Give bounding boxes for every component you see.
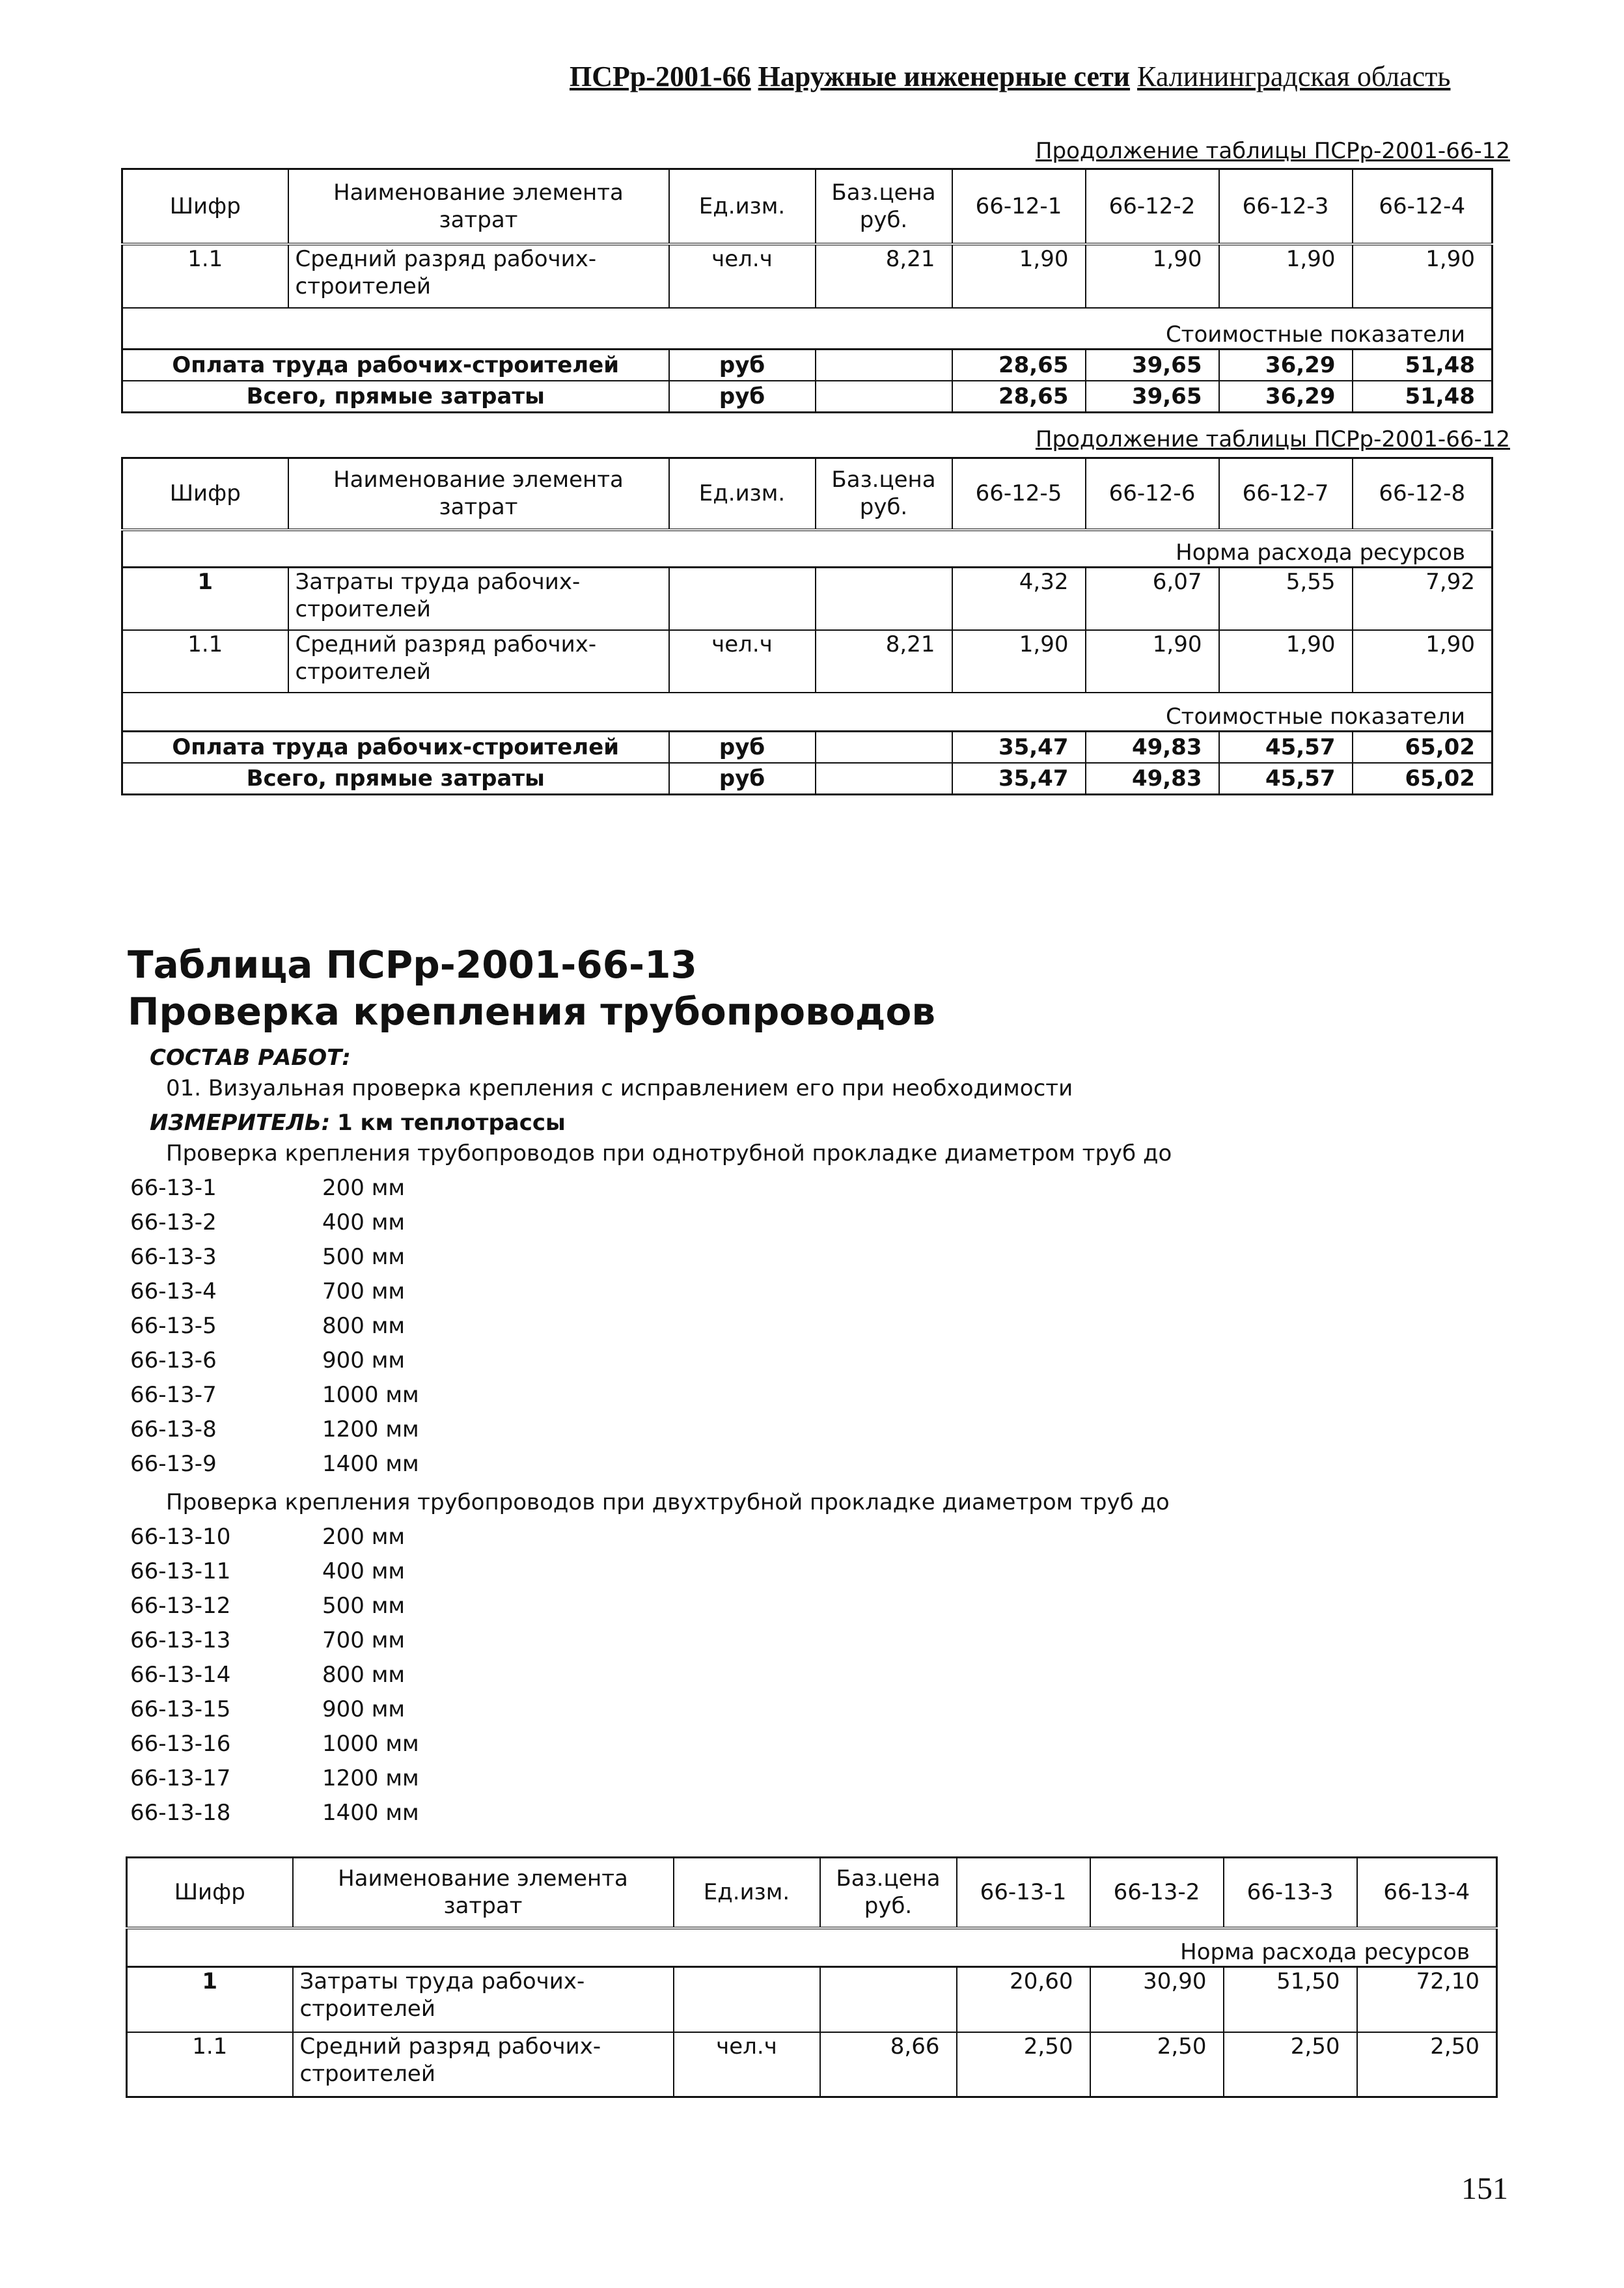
header-doc-code: ПСРр-2001-66 [570,61,751,92]
meter-line [150,1110,566,1136]
list-item-size: 800 мм [322,1313,406,1339]
list-item-code: 66-13-1 [130,1175,217,1201]
list-item-size: 1000 мм [322,1382,419,1408]
cell-price [820,1967,957,2032]
works-item: 01. Визуальная проверка крепления с исправлением его при необходимости [166,1075,1073,1101]
list-item-code: 66-13-4 [130,1278,217,1304]
table3 [126,1856,1498,2098]
total-value: 45,57 [1219,763,1353,795]
section-label: Норма расхода ресурсов [127,1928,1497,1967]
cell-value: 1,90 [1219,630,1353,693]
cell-value: 5,55 [1219,568,1353,630]
list-item-size: 900 мм [322,1347,406,1373]
table-title: Таблица ПСРр-2001-66-13 [128,943,697,987]
list-item-size: 1400 мм [322,1451,419,1477]
col-header: Наименование элемента затрат [288,169,669,244]
cell-name: Затраты труда рабочих-строителей [293,1967,674,2032]
cell-name: Средний разряд рабочих-строителей [293,2032,674,2097]
col-header: 66-12-5 [952,458,1086,530]
table1-header-row [122,169,1493,244]
col-header: 66-12-6 [1086,458,1219,530]
cell-value: 6,07 [1086,568,1219,630]
list-item-size: 800 мм [322,1662,406,1688]
total-name: Оплата труда рабочих-строителей [122,350,669,381]
total-unit: руб [669,732,816,764]
cell-value: 2,50 [957,2032,1090,2097]
list-item-size: 700 мм [322,1627,406,1653]
col-header: Ед.изм. [674,1858,820,1928]
cell-value: 51,50 [1224,1967,1357,2032]
header-doc-title: Наружные инженерные сети [758,61,1131,92]
table1 [121,168,1493,413]
col-header: Ед.изм. [669,169,816,244]
list-item-code: 66-13-16 [130,1731,231,1757]
group1-title: Проверка крепления трубопроводов при однотрубной прокладке диаметром труб до [166,1140,1172,1166]
table-row [122,568,1493,630]
cell-price: 8,66 [820,2032,957,2097]
works-label: СОСТАВ РАБОТ: [150,1045,351,1071]
list-item-code: 66-13-3 [130,1244,217,1270]
total-empty [816,732,952,764]
total-value: 45,57 [1219,732,1353,764]
section-label: Стоимостные показатели [122,693,1493,732]
col-header: Шифр [122,169,288,244]
cell-unit [669,568,816,630]
table-row [127,1967,1497,2032]
col-header: 66-13-2 [1090,1858,1224,1928]
total-empty [816,350,952,381]
list-item-code: 66-13-7 [130,1382,217,1408]
cell-value: 20,60 [957,1967,1090,2032]
total-value: 65,02 [1353,732,1493,764]
cell-code: 1 [127,1967,293,2032]
header-region: Калининградская область [1137,61,1451,92]
section-label: Норма расхода ресурсов [122,530,1493,568]
col-header: 66-13-4 [1357,1858,1497,1928]
total-value: 39,65 [1086,381,1219,413]
list-item-size: 200 мм [322,1175,406,1201]
table2 [121,457,1493,795]
list-item-code: 66-13-18 [130,1800,231,1826]
cell-value: 1,90 [952,244,1086,308]
col-header: 66-12-3 [1219,169,1353,244]
cell-unit [674,1967,820,2032]
total-empty [816,763,952,795]
cell-value: 2,50 [1224,2032,1357,2097]
col-header: 66-12-7 [1219,458,1353,530]
list-item-code: 66-13-17 [130,1765,231,1791]
group2-title: Проверка крепления трубопроводов при двухтрубной прокладке диаметром труб до [166,1489,1170,1515]
section-row [122,693,1493,732]
cell-name: Средний разряд рабочих-строителей [288,244,669,308]
col-header: Ед.изм. [669,458,816,530]
cell-value: 1,90 [952,630,1086,693]
cell-price [816,568,952,630]
col-header: 66-13-1 [957,1858,1090,1928]
list-item-code: 66-13-11 [130,1558,231,1584]
col-header: Наименование элемента затрат [288,458,669,530]
total-value: 36,29 [1219,350,1353,381]
total-row [122,350,1493,381]
total-unit: руб [669,350,816,381]
col-header: 66-13-3 [1224,1858,1357,1928]
col-header: Наименование элемента затрат [293,1858,674,1928]
total-name: Всего, прямые затраты [122,763,669,795]
table-subtitle: Проверка крепления трубопроводов [128,989,936,1034]
cell-value: 1,90 [1353,630,1493,693]
total-name: Оплата труда рабочих-строителей [122,732,669,764]
page-number: 151 [1461,2171,1508,2206]
list-item-size: 1200 мм [322,1416,419,1442]
table2-header-row [122,458,1493,530]
table1-caption: Продолжение таблицы ПСРр-2001-66-12 [1035,138,1510,164]
list-item-size: 500 мм [322,1244,406,1270]
list-item-code: 66-13-13 [130,1627,231,1653]
total-name: Всего, прямые затраты [122,381,669,413]
cell-unit: чел.ч [674,2032,820,2097]
cell-unit: чел.ч [669,244,816,308]
section-row [122,308,1493,350]
list-item-code: 66-13-15 [130,1696,231,1722]
total-row [122,763,1493,795]
table2-caption: Продолжение таблицы ПСРр-2001-66-12 [1035,426,1510,452]
cell-value: 2,50 [1357,2032,1497,2097]
total-value: 35,47 [952,732,1086,764]
total-value: 39,65 [1086,350,1219,381]
table-row [127,2032,1497,2097]
cell-value: 7,92 [1353,568,1493,630]
list-item-code: 66-13-12 [130,1593,231,1619]
list-item-code: 66-13-2 [130,1209,217,1235]
total-value: 49,83 [1086,732,1219,764]
table-row [122,630,1493,693]
list-item-code: 66-13-14 [130,1662,231,1688]
total-value: 28,65 [952,381,1086,413]
cell-value: 1,90 [1086,244,1219,308]
cell-value: 4,32 [952,568,1086,630]
cell-value: 2,50 [1090,2032,1224,2097]
total-value: 51,48 [1353,381,1493,413]
total-row [122,732,1493,764]
list-item-size: 1000 мм [322,1731,419,1757]
total-value: 28,65 [952,350,1086,381]
list-item-code: 66-13-6 [130,1347,217,1373]
table3-header-row [127,1858,1497,1928]
list-item-code: 66-13-10 [130,1524,231,1550]
list-item-size: 1400 мм [322,1800,419,1826]
cell-price: 8,21 [816,630,952,693]
cell-value: 1,90 [1086,630,1219,693]
total-row [122,381,1493,413]
total-empty [816,381,952,413]
cell-name: Средний разряд рабочих-строителей [288,630,669,693]
col-header: Баз.цена руб. [820,1858,957,1928]
list-item-code: 66-13-5 [130,1313,217,1339]
list-item-size: 400 мм [322,1209,406,1235]
col-header: 66-12-1 [952,169,1086,244]
meter-label: ИЗМЕРИТЕЛЬ: [150,1110,331,1136]
meter-value: 1 км теплотрассы [337,1110,566,1136]
col-header: 66-12-2 [1086,169,1219,244]
list-item-size: 200 мм [322,1524,406,1550]
cell-value: 1,90 [1219,244,1353,308]
total-unit: руб [669,763,816,795]
cell-value: 72,10 [1357,1967,1497,2032]
section-row [127,1928,1497,1967]
list-item-size: 400 мм [322,1558,406,1584]
list-item-size: 1200 мм [322,1765,419,1791]
cell-code: 1.1 [122,630,288,693]
col-header: Шифр [122,458,288,530]
total-value: 49,83 [1086,763,1219,795]
col-header: Шифр [127,1858,293,1928]
col-header: 66-12-4 [1353,169,1493,244]
list-item-code: 66-13-9 [130,1451,217,1477]
list-item-size: 500 мм [322,1593,406,1619]
section-label: Стоимостные показатели [122,308,1493,350]
list-item-code: 66-13-8 [130,1416,217,1442]
total-value: 51,48 [1353,350,1493,381]
col-header: 66-12-8 [1353,458,1493,530]
table-row [122,244,1493,308]
cell-name: Затраты труда рабочих-строителей [288,568,669,630]
total-unit: руб [669,381,816,413]
total-value: 35,47 [952,763,1086,795]
cell-code: 1 [122,568,288,630]
list-item-size: 700 мм [322,1278,406,1304]
col-header: Баз.цена руб. [816,169,952,244]
cell-unit: чел.ч [669,630,816,693]
running-header [570,60,1513,93]
cell-price: 8,21 [816,244,952,308]
list-item-size: 900 мм [322,1696,406,1722]
total-value: 65,02 [1353,763,1493,795]
cell-code: 1.1 [127,2032,293,2097]
cell-code: 1.1 [122,244,288,308]
cell-value: 1,90 [1353,244,1493,308]
col-header: Баз.цена руб. [816,458,952,530]
cell-value: 30,90 [1090,1967,1224,2032]
total-value: 36,29 [1219,381,1353,413]
section-row [122,530,1493,568]
